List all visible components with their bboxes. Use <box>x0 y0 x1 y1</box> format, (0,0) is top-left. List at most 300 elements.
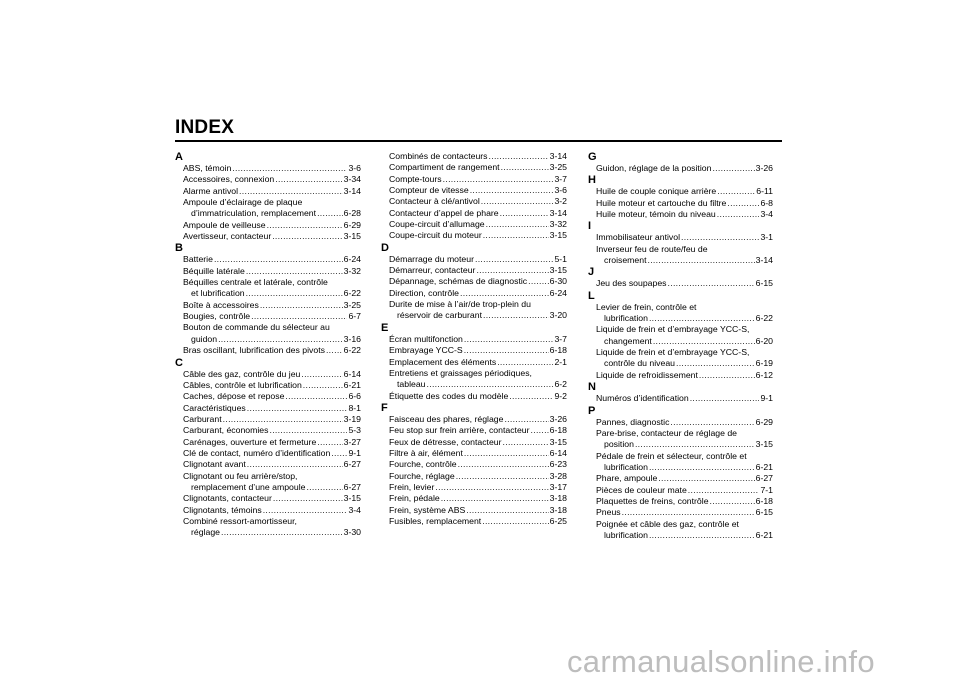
dot-leader <box>247 459 343 470</box>
index-entry-line <box>183 220 361 231</box>
dot-leader <box>486 219 549 230</box>
index-entry <box>596 417 773 428</box>
index-entry-label: Compteur de vitesse <box>389 185 469 196</box>
dot-leader <box>460 288 549 299</box>
index-entry-page: 8-1 <box>348 402 361 413</box>
dot-leader <box>635 439 755 450</box>
index-entry-label: Feu stop sur frein arrière, contacteur <box>389 425 530 436</box>
index-entry <box>596 163 773 174</box>
index-entry-label: tableau <box>397 379 426 390</box>
index-entry-label: Pannes, diagnostic <box>596 416 670 427</box>
index-entry-label: Fourche, contrôle <box>389 459 457 470</box>
index-entry-heading: Combiné ressort-amortisseur, <box>183 515 297 526</box>
index-entry-page: 9-1 <box>348 447 361 458</box>
dot-leader <box>267 220 343 231</box>
index-entry-heading: Ampoule d’éclairage de plaque <box>183 197 303 208</box>
index-entry <box>389 414 567 425</box>
index-entry-line <box>389 276 567 287</box>
index-entry-heading: Pare-brise, contacteur de réglage de <box>596 427 738 438</box>
index-entry-label: Démarreur, contacteur <box>389 265 476 276</box>
index-entry-label: lubrification <box>604 461 648 472</box>
dot-leader <box>668 278 755 289</box>
title-rule <box>175 140 782 142</box>
dot-leader <box>717 209 760 220</box>
index-entry-label: contrôle du niveau <box>604 358 675 369</box>
index-entry <box>183 220 361 231</box>
index-entry-page: 6-18 <box>549 345 567 356</box>
index-entry-line <box>389 162 567 173</box>
index-entry-label: Alarme antivol <box>183 185 239 196</box>
dot-leader <box>285 391 347 402</box>
index-entry-line <box>596 485 773 496</box>
index-entry-line <box>596 473 773 484</box>
index-entry-page: 3-14 <box>755 255 773 266</box>
section-letter: B <box>175 242 183 255</box>
index-entry <box>596 302 773 325</box>
index-entry-page: 3-15 <box>549 265 567 276</box>
index-entry-line <box>183 186 361 197</box>
index-entry-label: Compartiment de rangement <box>389 162 500 173</box>
page-title: INDEX <box>175 117 235 138</box>
index-entry-line <box>389 414 567 425</box>
dot-leader <box>464 448 549 459</box>
index-entry <box>183 471 361 494</box>
index-entry <box>596 393 773 404</box>
dot-leader <box>456 471 549 482</box>
index-entry-page: 3-18 <box>549 493 567 504</box>
dot-leader <box>622 507 755 518</box>
index-entry-label: Guidon, réglage de la position <box>596 163 712 173</box>
index-entry-line <box>389 459 567 470</box>
index-entry-page: 6-21 <box>755 461 773 472</box>
index-column-1 <box>175 151 361 539</box>
index-entry-label: lubrification <box>604 529 648 540</box>
index-entry-label: réglage <box>191 527 220 538</box>
index-entry-page: 6-20 <box>755 335 773 346</box>
index-entry <box>596 519 773 542</box>
index-entry-heading: Liquide de frein et d’embrayage YCC-S, <box>596 347 750 358</box>
index-entry <box>183 266 361 277</box>
index-entry-label: Huile de couple conique arrière <box>596 186 717 197</box>
index-entry-page: 5-1 <box>554 253 567 264</box>
index-entry-line <box>183 174 361 185</box>
dot-leader <box>699 370 755 381</box>
index-entry <box>389 459 567 470</box>
index-entry-heading: Levier de frein, contrôle et <box>596 301 697 312</box>
index-entry-page: 3-25 <box>343 299 361 310</box>
index-entry-line <box>596 313 773 324</box>
index-entry-line <box>183 437 361 448</box>
dot-leader <box>427 379 554 390</box>
index-entry-line <box>596 439 773 450</box>
section-letter: A <box>175 151 183 163</box>
index-entry-page: 3-7 <box>554 333 567 344</box>
dot-leader <box>483 310 549 321</box>
dot-leader <box>670 417 754 428</box>
dot-leader <box>303 380 343 391</box>
index-entry-label: Immobilisateur antivol <box>596 232 681 243</box>
dot-leader <box>275 174 342 185</box>
index-entry-line <box>596 358 773 369</box>
index-entry <box>596 347 773 370</box>
index-entry <box>596 186 773 197</box>
index-entry <box>183 448 361 459</box>
index-entry-line <box>389 196 567 207</box>
index-entry-label: Caractéristiques <box>183 402 246 413</box>
index-entry-page: 3-14 <box>549 207 567 218</box>
dot-leader <box>470 185 554 196</box>
index-entry-line <box>389 310 567 321</box>
dot-leader <box>717 186 755 197</box>
index-entry-page: 3-16 <box>343 333 361 344</box>
dot-leader <box>232 163 347 174</box>
index-entry-label: Contacteur à clé/antivol <box>389 196 480 207</box>
dot-leader <box>317 208 343 219</box>
index-entry-page: 9-2 <box>554 390 567 401</box>
index-entry-page: 5-3 <box>348 425 361 436</box>
index-entry <box>183 322 361 345</box>
index-entry-line <box>389 505 567 516</box>
dot-leader <box>681 232 759 243</box>
index-entry-page: 6-25 <box>549 515 567 526</box>
dot-leader <box>221 527 343 538</box>
index-entry-page: 6-14 <box>549 447 567 458</box>
index-entry <box>389 391 567 402</box>
index-entry-label: guidon <box>191 333 218 344</box>
index-entry <box>596 324 773 347</box>
index-entry <box>389 162 567 173</box>
section-letter: N <box>588 381 596 394</box>
index-entry-line <box>389 185 567 196</box>
index-entry-page: 7-1 <box>760 484 773 495</box>
index-entry-page: 3-20 <box>549 310 567 321</box>
index-entry-heading: Inverseur feu de route/feu de <box>596 243 708 254</box>
dot-leader <box>441 493 549 504</box>
index-entry-label: Dépannage, schémas de diagnostic <box>389 276 528 287</box>
index-entry-label: Frein, pédale <box>389 493 440 504</box>
index-entry-label: Clignotant avant <box>183 459 246 470</box>
index-entry <box>183 186 361 197</box>
index-entry <box>389 482 567 493</box>
index-column-3 <box>588 151 773 541</box>
dot-leader <box>246 288 343 299</box>
section-letter: J <box>588 266 595 279</box>
index-entry-heading: Béquilles centrale et latérale, contrôle <box>183 277 328 288</box>
index-entry <box>596 473 773 484</box>
index-entry-line <box>596 507 773 518</box>
dot-leader <box>653 336 755 347</box>
index-entry-line <box>183 391 361 402</box>
index-entry-label: réservoir de carburant <box>397 310 482 321</box>
index-entry <box>596 209 773 220</box>
index-entry-label: Démarrage du moteur <box>389 253 474 264</box>
index-entry-page: 6-15 <box>755 278 773 289</box>
index-entry-label: Caches, dépose et repose <box>183 391 285 402</box>
index-entry <box>389 208 567 219</box>
index-entry <box>183 277 361 300</box>
index-entry <box>389 230 567 241</box>
index-entry-page: 3-17 <box>549 481 567 492</box>
dot-leader <box>483 230 549 241</box>
index-entry-page: 6-8 <box>760 197 773 208</box>
index-entry <box>183 197 361 220</box>
index-entry <box>596 496 773 507</box>
index-entry-line <box>183 493 361 504</box>
section-letter: H <box>588 174 596 187</box>
index-entry-label: lubrification <box>604 313 648 324</box>
index-entry-label: Embrayage YCC-S <box>389 345 463 356</box>
index-entry-page: 6-21 <box>343 379 361 390</box>
index-entry-page: 3-25 <box>549 162 567 173</box>
index-entry-page: 3-27 <box>343 436 361 447</box>
index-entry-heading: Poignée et câble des gaz, contrôle et <box>596 518 739 529</box>
section-letter: F <box>381 401 388 414</box>
index-entry-label: position <box>604 439 634 450</box>
index-entry <box>183 459 361 470</box>
dot-leader <box>247 403 348 414</box>
index-entry-page: 6-27 <box>343 481 361 492</box>
index-entry-line <box>183 266 361 277</box>
index-entry-page: 9-1 <box>760 393 773 404</box>
dot-leader <box>481 196 554 207</box>
index-entry-page: 3-6 <box>348 163 361 173</box>
index-entry-label: Jeu des soupapes <box>596 278 667 289</box>
index-entry <box>183 493 361 504</box>
index-entry-line <box>183 505 361 516</box>
index-entry-label: Coupe-circuit d’allumage <box>389 219 485 230</box>
index-entry-line <box>596 496 773 507</box>
dot-leader <box>317 437 342 448</box>
index-entry <box>183 425 361 436</box>
index-entry <box>596 232 773 243</box>
index-entry-label: Clignotants, contacteur <box>183 493 272 504</box>
index-entry-page: 6-29 <box>755 416 773 427</box>
index-entry <box>183 345 361 356</box>
index-entry-page: 3-28 <box>549 470 567 481</box>
index-entry <box>389 334 567 345</box>
index-entry-page: 6-18 <box>549 425 567 436</box>
dot-leader <box>464 334 554 345</box>
index-entry-heading: Durite de mise à l’air/de trop-plein du <box>389 299 531 310</box>
index-entry <box>183 311 361 322</box>
index-entry-page: 6-28 <box>343 208 361 219</box>
dot-leader <box>649 530 755 541</box>
index-entry <box>183 300 361 311</box>
index-entry <box>389 357 567 368</box>
index-entry-label: croisement <box>604 255 647 266</box>
index-entry-line <box>183 254 361 265</box>
dot-leader <box>648 255 755 266</box>
index-entry-line <box>596 198 773 209</box>
index-entry-page: 3-2 <box>554 196 567 207</box>
watermark[interactable]: carmanualsonline.info <box>567 644 875 679</box>
index-entry-label: Accessoires, connexion <box>183 174 275 185</box>
index-entry-page: 3-15 <box>343 493 361 504</box>
index-entry-label: Plaquettes de freins, contrôle <box>596 495 709 506</box>
index-entry-page: 6-2 <box>554 379 567 390</box>
index-entry-page: 6-27 <box>755 473 773 484</box>
index-entry-label: d’immatriculation, remplacement <box>191 208 317 219</box>
index-entry <box>596 244 773 267</box>
index-entry-page: 3-32 <box>549 219 567 230</box>
index-entry-line <box>596 462 773 473</box>
index-entry-line <box>183 288 361 299</box>
index-entry-line <box>389 482 567 493</box>
dot-leader <box>443 174 554 185</box>
index-entry-label: Carénages, ouverture et fermeture <box>183 436 317 447</box>
dot-leader <box>676 358 755 369</box>
index-entry <box>596 278 773 289</box>
index-entry-line <box>389 334 567 345</box>
index-entry-page: 6-22 <box>343 345 361 356</box>
index-entry-page: 3-15 <box>549 230 567 241</box>
index-entry <box>183 403 361 414</box>
index-entry-line <box>596 186 773 197</box>
index-entry-label: Pneus <box>596 507 621 518</box>
index-entry-label: Filtre à air, élément <box>389 447 463 458</box>
section-letter: C <box>175 356 183 369</box>
dot-leader <box>475 254 553 265</box>
index-entry-page: 3-26 <box>549 413 567 424</box>
dot-leader <box>223 414 343 425</box>
index-entry-line <box>596 530 773 541</box>
index-entry-line <box>389 493 567 504</box>
index-entry-page: 6-15 <box>755 507 773 518</box>
dot-leader <box>497 357 553 368</box>
index-entry-line <box>389 174 567 185</box>
index-entry-line <box>183 414 361 425</box>
dot-leader <box>273 493 343 504</box>
index-entry <box>183 369 361 380</box>
section-letter: D <box>381 241 389 254</box>
index-entry-page: 6-29 <box>343 219 361 230</box>
index-entry-page: 6-22 <box>343 288 361 299</box>
index-entry-heading: Bouton de commande du sélecteur au <box>183 322 330 333</box>
index-entry-line <box>389 265 567 276</box>
index-entry-line <box>183 334 361 345</box>
index-entry-label: Avertisseur, contacteur <box>183 231 272 242</box>
index-entry <box>389 437 567 448</box>
index-entry <box>389 448 567 459</box>
index-entry <box>389 185 567 196</box>
index-entry <box>389 345 567 356</box>
section-letter: P <box>588 404 596 417</box>
index-entry-label: Clé de contact, numéro d’identification <box>183 447 331 458</box>
index-entry-page: 3-4 <box>348 504 361 515</box>
index-entry-label: Fourche, réglage <box>389 470 455 481</box>
dot-leader <box>246 266 343 277</box>
index-entry-line <box>389 151 567 162</box>
index-entry-label: Liquide de refroidissement <box>596 369 698 380</box>
index-entry-page: 6-14 <box>343 368 361 379</box>
index-entry-label: Feux de détresse, contacteur <box>389 436 502 447</box>
index-entry-line <box>183 208 361 219</box>
dot-leader <box>263 505 348 516</box>
index-entry-page: 3-15 <box>549 436 567 447</box>
section-letter: I <box>588 220 592 233</box>
index-entry <box>389 493 567 504</box>
dot-leader <box>251 311 347 322</box>
dot-leader <box>214 254 343 265</box>
index-entry-page: 6-27 <box>343 459 361 470</box>
index-entry-page: 6-19 <box>755 358 773 369</box>
index-entry-heading: Clignotant ou feu arrière/stop, <box>183 470 298 481</box>
index-entry-label: Batterie <box>183 254 213 265</box>
index-entry-label: Bras oscillant, lubrification des pivots <box>183 345 325 356</box>
dot-leader <box>301 369 342 380</box>
index-entry-line <box>389 230 567 241</box>
index-entry-line <box>389 425 567 436</box>
index-entry-label: Béquille latérale <box>183 265 245 276</box>
index-entry-label: Phare, ampoule <box>596 473 658 484</box>
index-entry-line <box>389 208 567 219</box>
index-entry-page: 6-18 <box>755 495 773 506</box>
index-entry-page: 3-18 <box>549 504 567 515</box>
index-entry-line <box>389 379 567 390</box>
index-entry <box>183 414 361 425</box>
dot-leader <box>458 459 549 470</box>
index-entry <box>389 368 567 391</box>
index-entry-label: Direction, contrôle <box>389 287 460 298</box>
dot-leader <box>690 393 760 404</box>
index-entry-page: 6-6 <box>348 391 361 402</box>
index-entry <box>183 437 361 448</box>
index-entry-label: Emplacement des éléments <box>389 356 497 367</box>
index-entry <box>596 507 773 518</box>
index-entry <box>389 219 567 230</box>
dot-leader <box>331 448 347 459</box>
index-entry <box>389 196 567 207</box>
index-entry-label: Boîte à accessoires <box>183 299 259 310</box>
index-entry <box>183 516 361 539</box>
index-entry-line <box>183 163 361 174</box>
dot-leader <box>482 516 548 527</box>
index-entry-line <box>389 345 567 356</box>
index-entry-line <box>183 369 361 380</box>
index-entry-page: 3-7 <box>554 173 567 184</box>
index-entry-label: Carburant, économies <box>183 425 269 436</box>
index-entry-label: Clignotants, témoins <box>183 504 262 515</box>
index-entry-label: Fusibles, remplacement <box>389 515 482 526</box>
index-entry-label: changement <box>604 335 652 346</box>
index-entry-line <box>596 370 773 381</box>
index-entry <box>183 163 361 174</box>
dot-leader <box>509 391 553 402</box>
dot-leader <box>531 425 549 436</box>
index-entry <box>183 505 361 516</box>
dot-leader <box>239 186 343 197</box>
dot-leader <box>649 462 755 473</box>
index-entry-label: Frein, système ABS <box>389 504 466 515</box>
section-letter: E <box>381 321 389 334</box>
index-entry-label: Câbles, contrôle et lubrification <box>183 379 302 390</box>
index-entry <box>596 370 773 381</box>
index-entry-heading: Pédale de frein et sélecteur, contrôle et <box>596 450 747 461</box>
index-entry <box>389 174 567 185</box>
index-entry <box>389 299 567 322</box>
index-entry-page: 3-34 <box>343 174 361 185</box>
index-entry-line <box>596 417 773 428</box>
index-entry-label: Numéros d’identification <box>596 393 689 404</box>
index-entry <box>596 451 773 474</box>
index-entry-line <box>183 403 361 414</box>
index-entry-label: remplacement d’une ampoule <box>191 481 306 492</box>
index-entry-label: Bougies, contrôle <box>183 311 251 322</box>
index-entry <box>183 174 361 185</box>
index-entry-label: Étiquette des codes du modèle <box>389 390 509 401</box>
index-entry-line <box>596 393 773 404</box>
index-entry-page: 3-26 <box>755 163 773 173</box>
